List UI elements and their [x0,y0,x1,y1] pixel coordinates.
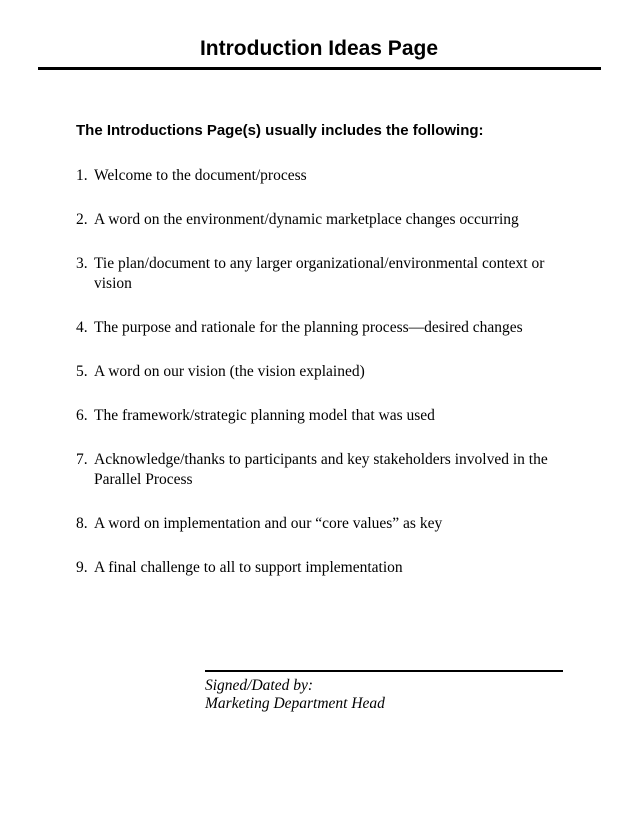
list-item-text: A final challenge to all to support implementation [94,559,403,576]
list-item-number: 3. [76,255,88,272]
list-item [76,166,566,186]
list-item-text: Tie plan/document to any larger organizational/environmental context or vision [94,255,545,292]
list-item-number: 9. [76,559,88,576]
list-item-text: A word on implementation and our “core values” as key [94,515,443,532]
list-item [76,362,566,382]
list-item-number: 8. [76,515,88,532]
list-item-text: The purpose and rationale for the planning process—desired changes [94,319,523,336]
list-item-number: 7. [76,451,88,468]
list-item [76,318,566,338]
list-item-number: 5. [76,363,88,380]
list-item [76,406,566,426]
list-item [76,210,566,230]
list-item-text: A word on the environment/dynamic marketplace changes occurring [94,211,519,228]
list-item-number: 6. [76,407,88,424]
list-item [76,514,566,534]
signature-line [205,670,563,672]
page-title: Introduction Ideas Page [199,37,439,60]
list-item-number: 2. [76,211,88,228]
list-item-number: 4. [76,319,88,336]
list-item-text: The framework/strategic planning model that was used [94,407,435,424]
signature-label: Signed/Dated by: [205,677,314,694]
list-item-text: A word on our vision (the vision explained) [94,363,365,380]
list-item-text: Acknowledge/thanks to participants and key stakeholders involved in the Parallel Process [94,451,548,488]
list-item [76,450,566,490]
intro-heading: The Introductions Page(s) usually includes the following: [76,122,484,139]
list-item-text: Welcome to the document/process [94,167,307,184]
list-item [76,558,566,578]
signature-title: Marketing Department Head [205,695,385,712]
list-item [76,254,566,294]
list-item-number: 1. [76,167,88,184]
title-underline-rule [38,67,601,70]
